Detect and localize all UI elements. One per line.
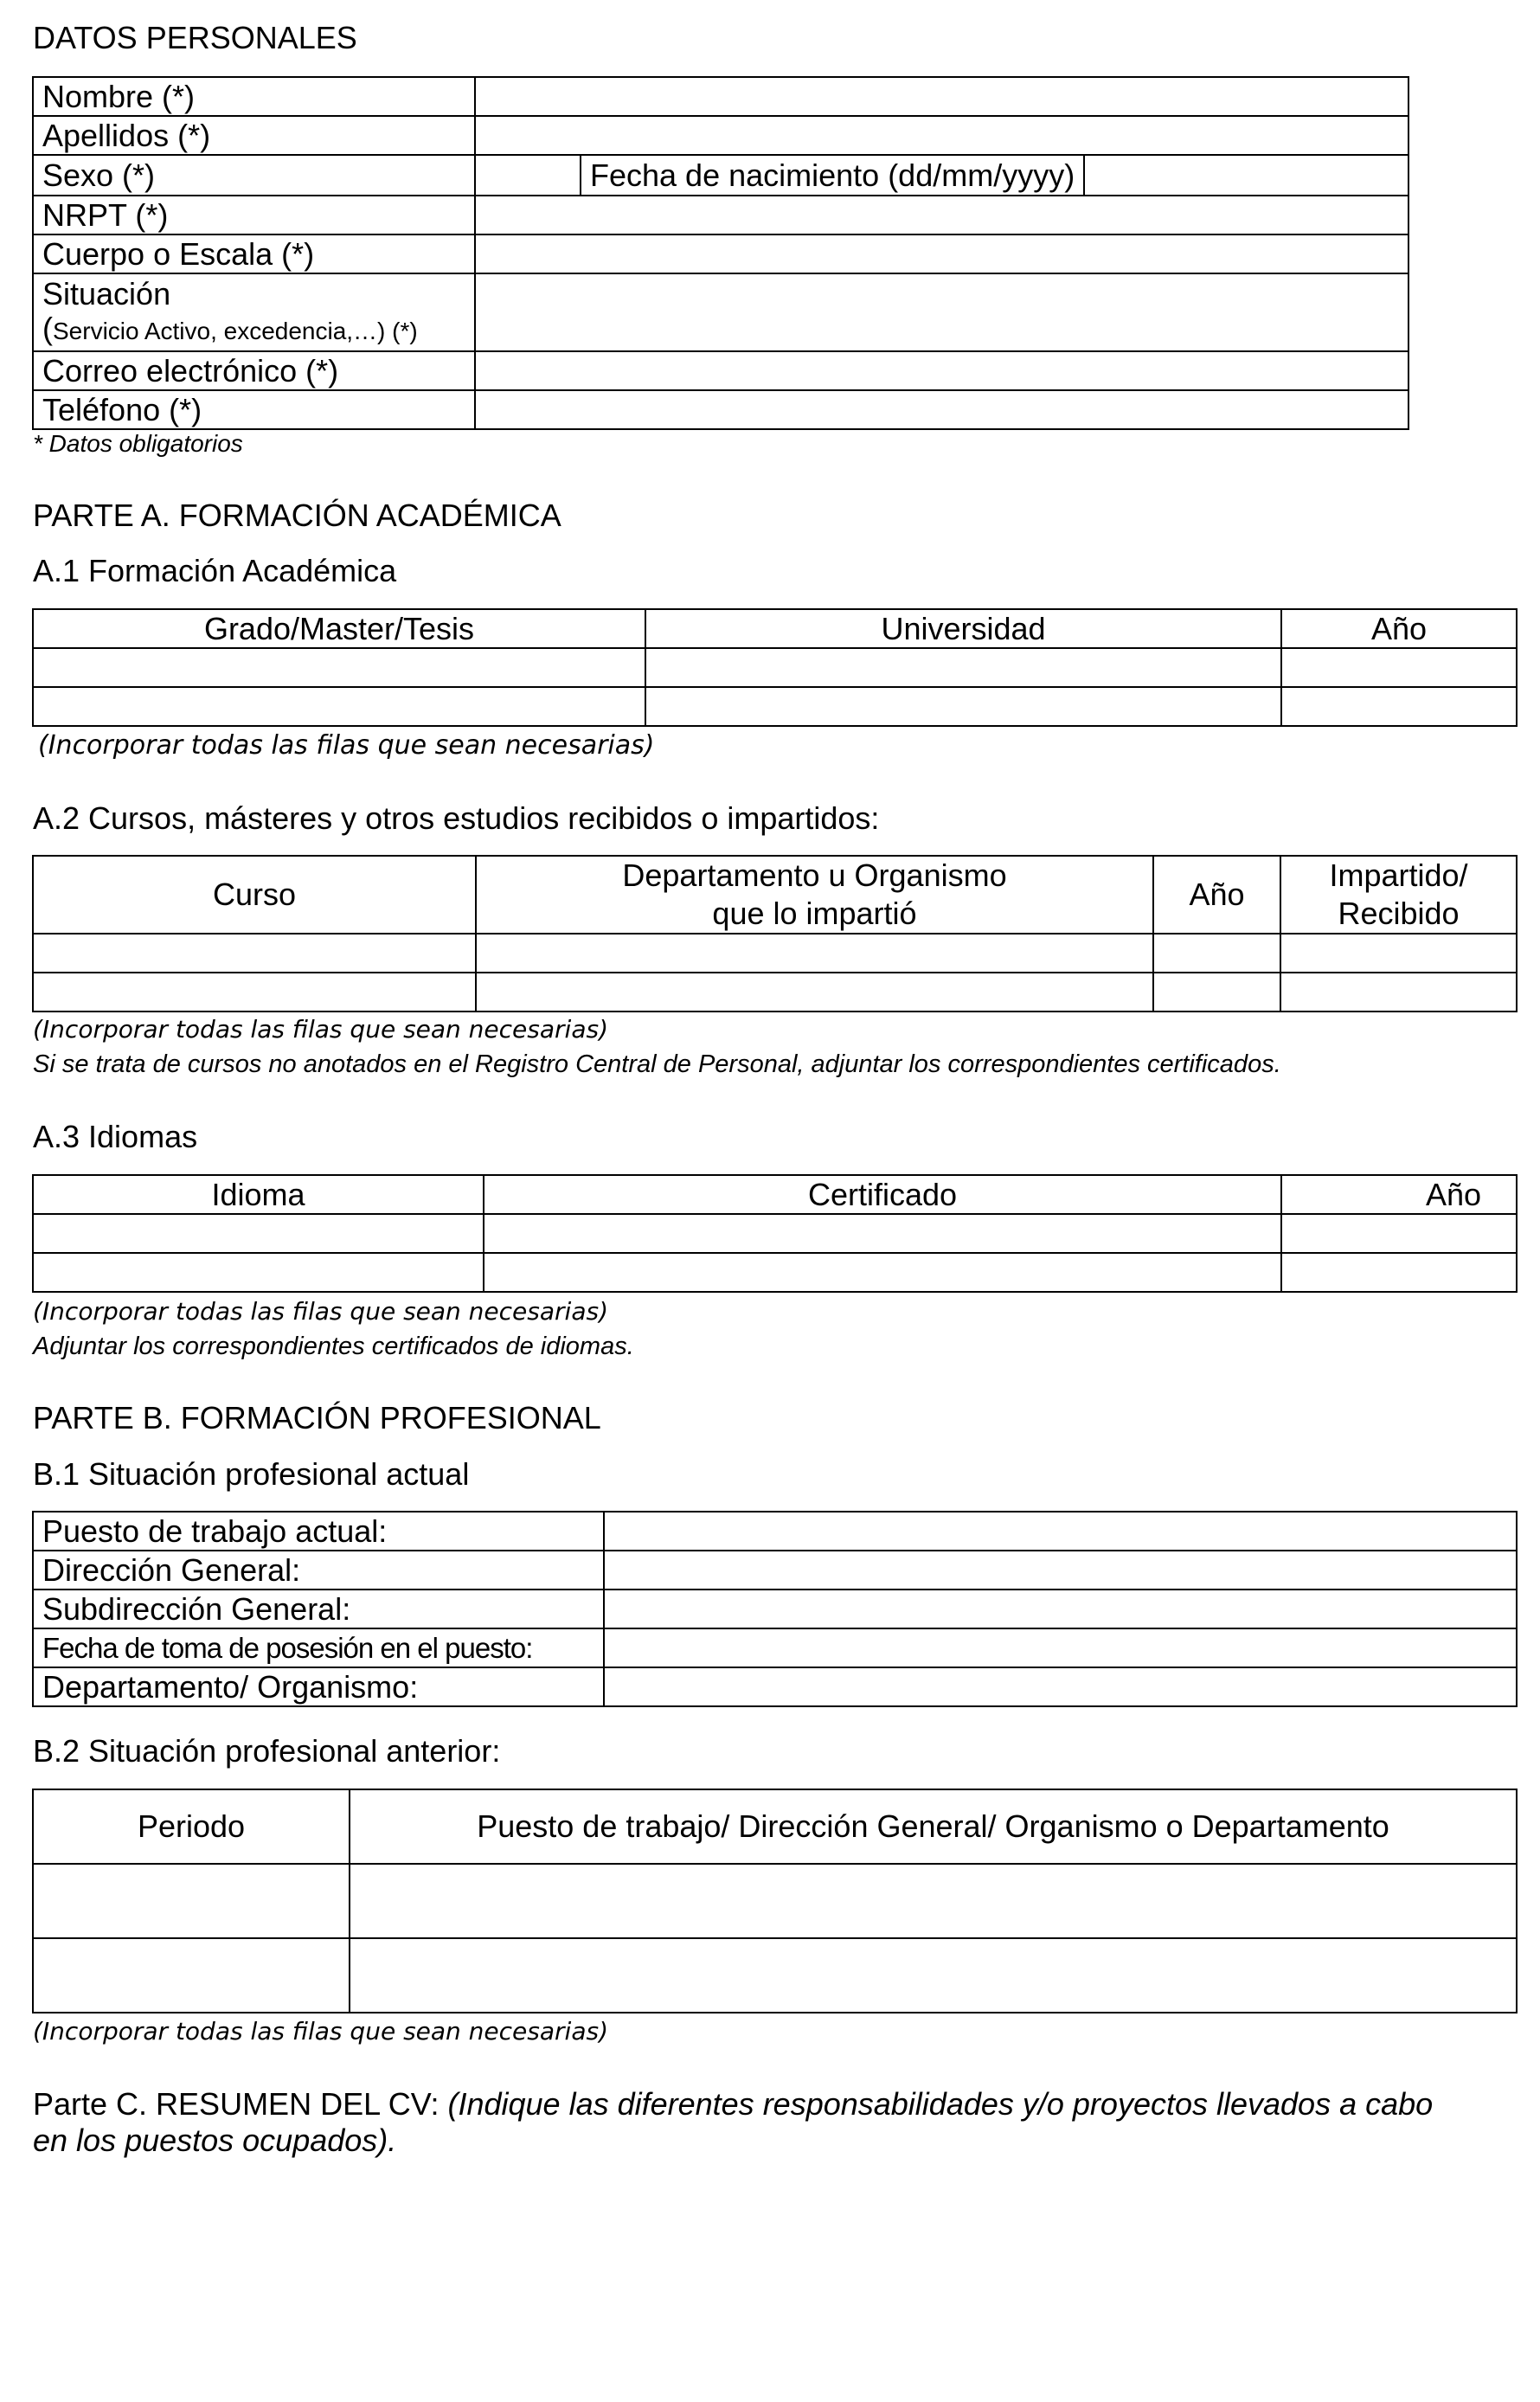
section-title-personal: DATOS PERSONALES: [33, 20, 357, 55]
a2-cell[interactable]: [33, 934, 476, 973]
a1-header-grado: Grado/Master/Tesis: [33, 609, 645, 648]
input-telefono[interactable]: [475, 390, 1408, 429]
a2-cell[interactable]: [33, 973, 476, 1012]
subsection-title-a1: A.1 Formación Académica: [33, 553, 397, 588]
personal-data-table: [32, 76, 1409, 430]
a3-header-anio: Año: [1281, 1175, 1517, 1214]
a3-cell[interactable]: [484, 1253, 1281, 1292]
table-row: [33, 687, 1517, 726]
subsection-title-b2: B.2 Situación profesional anterior:: [33, 1733, 501, 1769]
input-sexo[interactable]: [476, 156, 580, 195]
a1-header-universidad: Universidad: [645, 609, 1281, 648]
table-row: [33, 1551, 1517, 1590]
a3-table: [32, 1174, 1518, 1293]
section-title-parte-b: PARTE B. FORMACIÓN PROFESIONAL: [33, 1400, 601, 1435]
table-header-row: [33, 609, 1517, 648]
subsection-title-b1: B.1 Situación profesional actual: [33, 1456, 470, 1492]
a3-header-idioma: Idioma: [33, 1175, 484, 1214]
label-situacion: [33, 273, 475, 351]
label-correo: Correo electrónico (*): [33, 351, 475, 390]
table-row: [33, 77, 1408, 116]
table-row: [33, 234, 1408, 273]
b2-header-puesto: Puesto de trabajo/ Dirección General/ Organismo o Departamento: [350, 1789, 1517, 1864]
a2-header-impartido-l2: Recibido: [1338, 896, 1460, 931]
b1-input-puesto[interactable]: [604, 1512, 1517, 1551]
a3-cell[interactable]: [33, 1253, 484, 1292]
a3-cell[interactable]: [484, 1214, 1281, 1253]
label-situacion-sub: Servicio Activo, excedencia,…) (*): [53, 317, 418, 344]
b2-cell[interactable]: [33, 1938, 350, 2013]
a2-note-certificados: Si se trata de cursos no anotados en el Registro Central de Personal, adjuntar los correspondientes certificados.: [33, 1050, 1281, 1078]
a1-header-anio: Año: [1281, 609, 1517, 648]
a2-header-departamento-l1: Departamento u Organismo: [622, 857, 1007, 893]
required-fields-note: * Datos obligatorios: [33, 430, 243, 457]
table-row: [33, 1667, 1517, 1706]
a2-note: (Incorporar todas las filas que sean necesarias): [33, 1015, 608, 1044]
table-row: [33, 390, 1408, 429]
table-row: [33, 1512, 1517, 1551]
b1-input-direccion[interactable]: [604, 1551, 1517, 1590]
a2-cell[interactable]: [476, 934, 1153, 973]
b2-cell[interactable]: [350, 1864, 1517, 1938]
input-nrpt[interactable]: [475, 196, 1408, 234]
a2-header-departamento-l2: que lo impartió: [712, 896, 917, 931]
sexo-fecha-cell: [475, 155, 1408, 196]
a2-cell[interactable]: [1153, 934, 1280, 973]
b1-label-direccion: Dirección General:: [33, 1551, 604, 1590]
b2-header-periodo: Periodo: [33, 1789, 350, 1864]
label-cuerpo: Cuerpo o Escala (*): [33, 234, 475, 273]
table-header-row: [33, 856, 1517, 934]
table-header-row: [33, 1175, 1517, 1214]
parte-c-line1: [33, 2085, 1433, 2123]
a1-cell[interactable]: [33, 687, 645, 726]
a2-table: [32, 855, 1518, 1012]
subsection-title-a2: A.2 Cursos, másteres y otros estudios recibidos o impartidos:: [33, 800, 880, 836]
a2-cell[interactable]: [1280, 934, 1517, 973]
b2-cell[interactable]: [33, 1864, 350, 1938]
table-row: [33, 155, 1408, 196]
a3-header-certificado: Certificado: [484, 1175, 1281, 1214]
section-title-parte-a: PARTE A. FORMACIÓN ACADÉMICA: [33, 498, 561, 533]
b1-label-departamento: Departamento/ Organismo:: [33, 1667, 604, 1706]
label-sexo: Sexo (*): [33, 155, 475, 196]
a3-cell[interactable]: [1281, 1214, 1517, 1253]
a2-header-departamento: [476, 856, 1153, 934]
table-row: [33, 973, 1517, 1012]
a1-table: [32, 608, 1518, 727]
table-row: [33, 1938, 1517, 2013]
table-row: [33, 1590, 1517, 1628]
label-nrpt: NRPT (*): [33, 196, 475, 234]
table-row: [33, 934, 1517, 973]
a2-header-impartido: [1280, 856, 1517, 934]
input-cuerpo[interactable]: [475, 234, 1408, 273]
table-row: [33, 1864, 1517, 1938]
a3-cell[interactable]: [1281, 1253, 1517, 1292]
table-row: [33, 351, 1408, 390]
b2-table: [32, 1789, 1518, 2013]
a1-note: (Incorporar todas las filas que sean necesarias): [38, 730, 655, 761]
a2-header-impartido-l1: Impartido/: [1329, 857, 1468, 893]
table-row: [33, 648, 1517, 687]
b2-note: (Incorporar todas las filas que sean necesarias): [33, 2017, 608, 2046]
a1-cell[interactable]: [1281, 687, 1517, 726]
parte-c-instructions-l2: en los puestos ocupados).: [33, 2123, 397, 2158]
label-telefono: Teléfono (*): [33, 390, 475, 429]
table-row: [33, 196, 1408, 234]
label-nombre: Nombre (*): [33, 77, 475, 116]
table-row: [33, 116, 1408, 155]
label-apellidos: Apellidos (*): [33, 116, 475, 155]
table-header-row: [33, 1789, 1517, 1864]
input-nombre[interactable]: [475, 77, 1408, 116]
a3-cell[interactable]: [33, 1214, 484, 1253]
subsection-title-a3: A.3 Idiomas: [33, 1119, 198, 1154]
table-row: [33, 1253, 1517, 1292]
b1-input-subdireccion[interactable]: [604, 1590, 1517, 1628]
input-correo[interactable]: [475, 351, 1408, 390]
input-apellidos[interactable]: [475, 116, 1408, 155]
a2-header-anio: Año: [1153, 856, 1280, 934]
label-situacion-paren: (: [42, 310, 53, 346]
table-row: [33, 273, 1408, 351]
input-situacion[interactable]: [475, 273, 1408, 351]
label-situacion-main: Situación: [42, 275, 171, 311]
input-fecha-nacimiento[interactable]: [1085, 156, 1408, 195]
a1-cell[interactable]: [33, 648, 645, 687]
label-fecha-nacimiento: Fecha de nacimiento (dd/mm/yyyy): [580, 156, 1085, 195]
a2-cell[interactable]: [1280, 973, 1517, 1012]
a2-cell[interactable]: [1153, 973, 1280, 1012]
b1-input-departamento[interactable]: [604, 1667, 1517, 1706]
a1-cell[interactable]: [645, 687, 1281, 726]
parte-c-colon: :: [430, 2086, 448, 2122]
parte-c-lead: Parte C. RESUMEN DEL CV: [33, 2086, 431, 2122]
b2-cell[interactable]: [350, 1938, 1517, 2013]
a2-header-curso: Curso: [33, 856, 476, 934]
b1-table: [32, 1511, 1518, 1707]
table-row: [33, 1214, 1517, 1253]
b1-label-fecha-posesion: Fecha de toma de posesión en el puesto:: [33, 1628, 604, 1667]
a3-note-certificados: Adjuntar los correspondientes certificados de idiomas.: [33, 1333, 634, 1360]
a1-cell[interactable]: [1281, 648, 1517, 687]
parte-c-instructions-l1: (Indique las diferentes responsabilidades y/o proyectos llevados a cabo: [447, 2086, 1434, 2122]
a2-cell[interactable]: [476, 973, 1153, 1012]
b1-label-puesto: Puesto de trabajo actual:: [33, 1512, 604, 1551]
b1-label-subdireccion: Subdirección General:: [33, 1590, 604, 1628]
table-row: [33, 1628, 1517, 1667]
a1-cell[interactable]: [645, 648, 1281, 687]
a3-note: (Incorporar todas las filas que sean necesarias): [33, 1297, 608, 1326]
b1-input-fecha-posesion[interactable]: [604, 1628, 1517, 1667]
